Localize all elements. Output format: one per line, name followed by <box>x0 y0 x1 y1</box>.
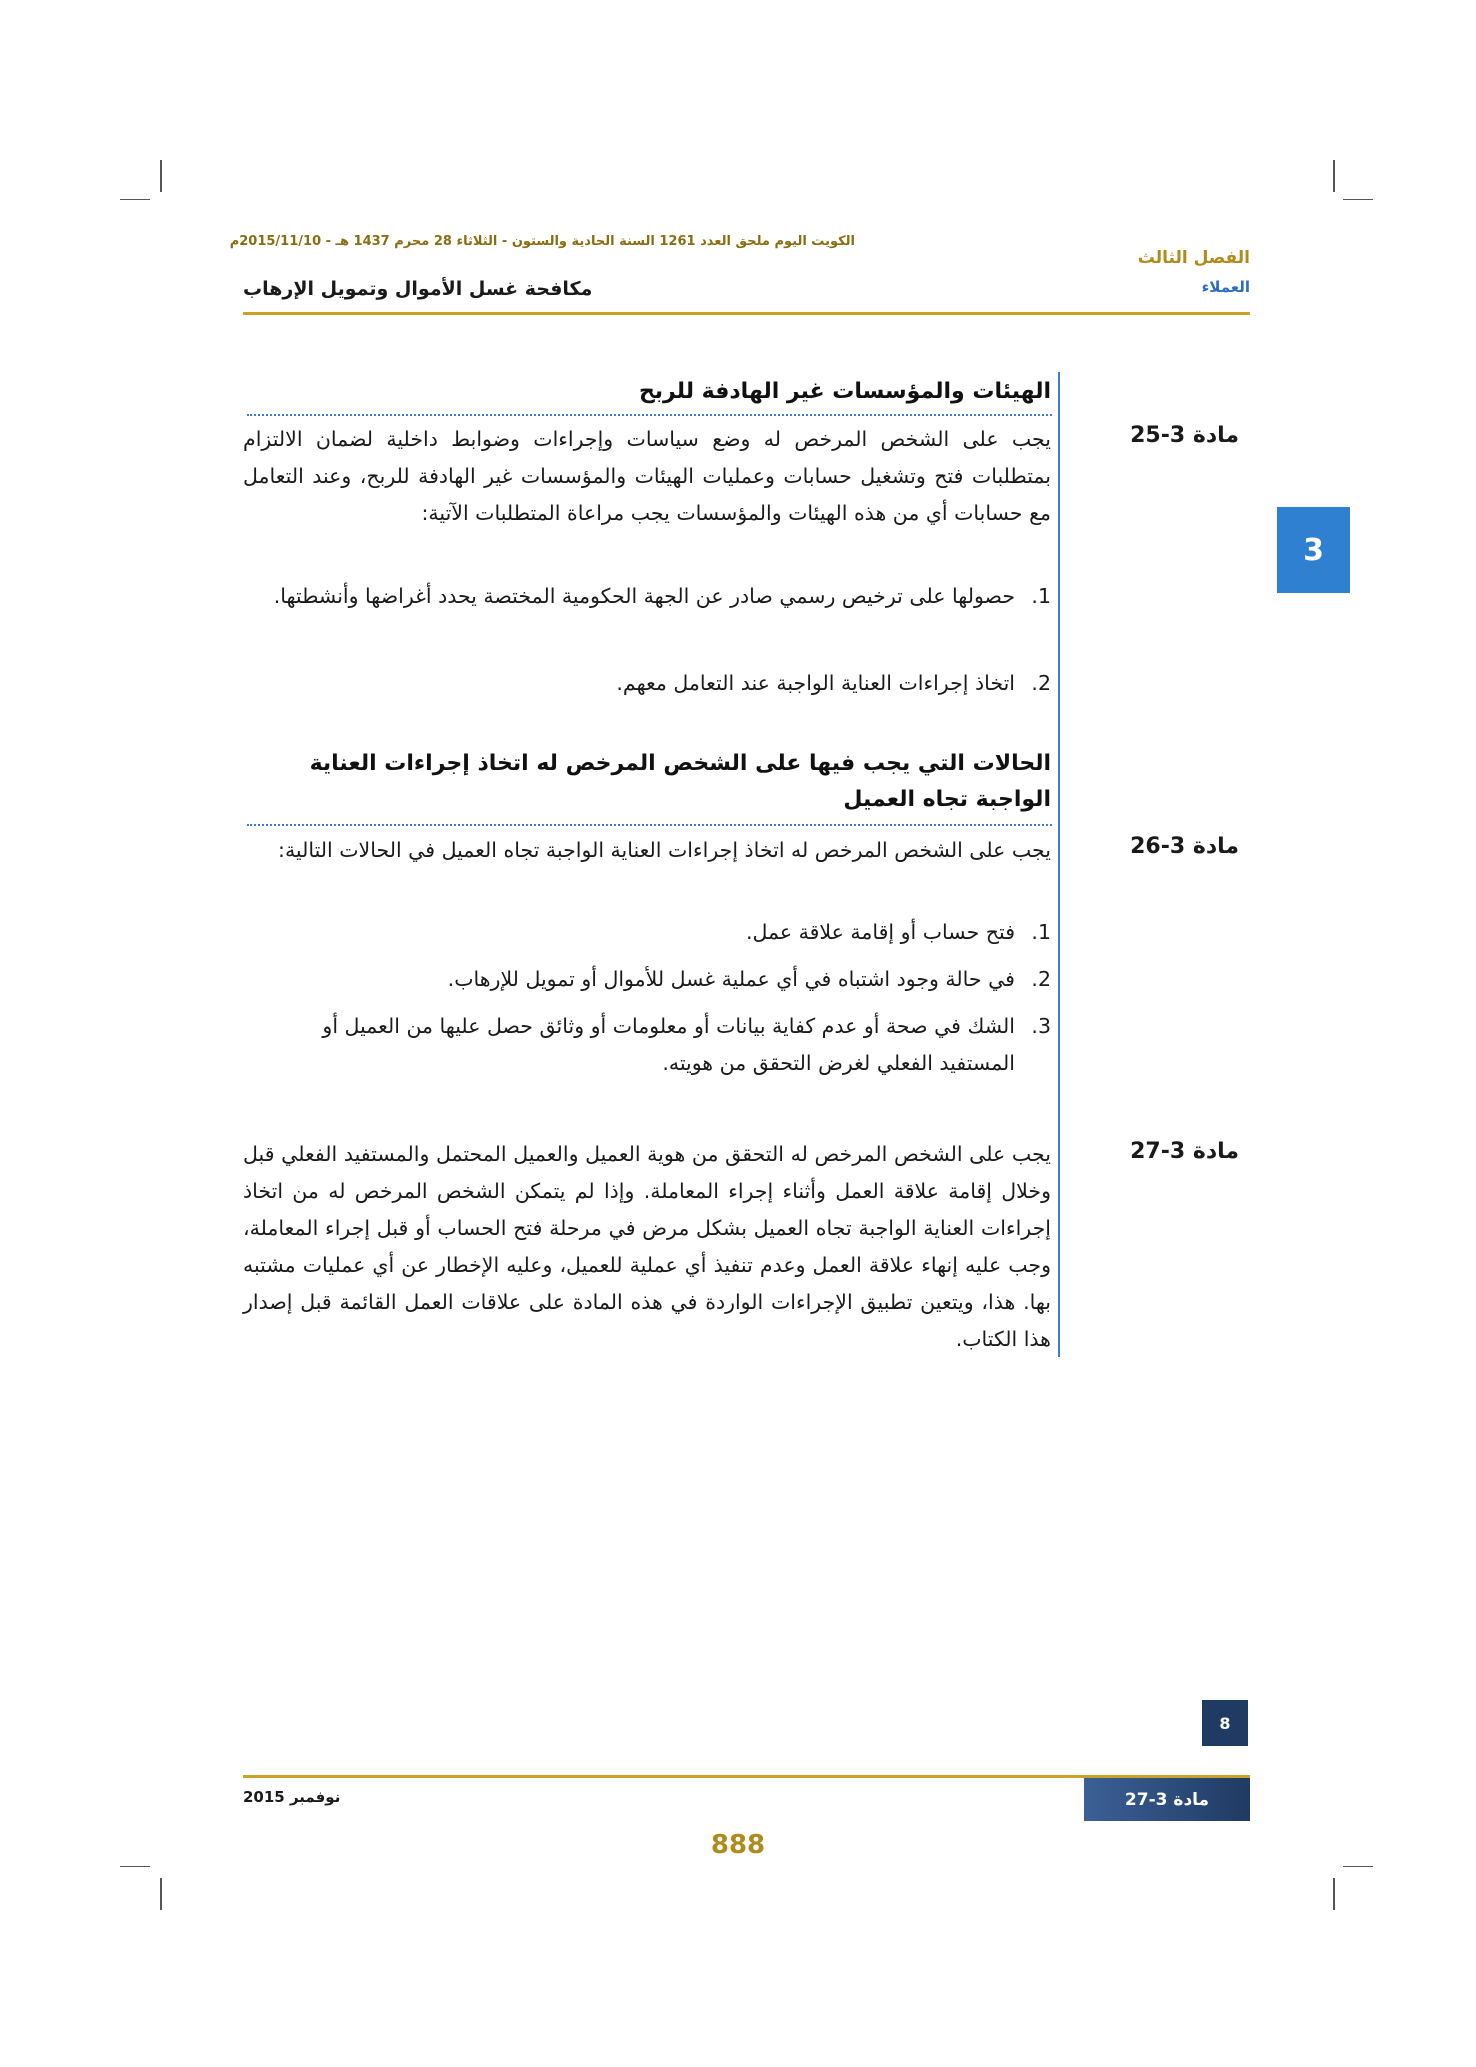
dotted-divider <box>247 824 1052 826</box>
crop-mark <box>1343 199 1373 200</box>
footer-date: نوفمبر 2015 <box>243 1788 341 1806</box>
list-number: 2. <box>1031 671 1051 695</box>
header-divider <box>243 312 1250 315</box>
list-item <box>243 961 1051 998</box>
list-text: الشك في صحة أو عدم كفاية بيانات أو معلومات أو وثائق حصل عليها من العميل أو المستفيد الفعلي لغرض التحقق من هويته. <box>322 1014 1015 1075</box>
list-text: فتح حساب أو إقامة علاقة عمل. <box>746 920 1015 944</box>
gazette-line: الكويت اليوم ملحق العدد 1261 السنة الحادية والستون - الثلاثاء 28 محرم 1437 هـ - 2015/11/10م <box>229 234 855 249</box>
list-number: 2. <box>1031 967 1051 991</box>
page-number: 888 <box>710 1830 766 1860</box>
list-item <box>243 1008 1051 1082</box>
article-text: يجب على الشخص المرخص له التحقق من هوية العميل والعميل المحتمل والمستفيد الفعلي قبل وخلال إقامة علاقة العمل وأثناء إجراء المعاملة. وإذا لم يتمكن الشخص المرخص له من اتخاذ إجراءات العناية الواجبة تجاه العميل بشكل مرض في مرحلة فتح الحساب أو قبل إجراء المعاملة، وجب عليه إنهاء علاقة العمل وعدم تنفيذ أي عملية للعميل، وعليه الإخطار عن أي عمليات مشتبه بها. هذا، ويتعين تطبيق الإجراءات الواردة في هذه المادة على علاقات العمل القائمة قبل إصدار هذا الكتاب. <box>243 1142 1051 1351</box>
crop-mark <box>120 199 150 200</box>
crop-mark <box>1343 1866 1373 1867</box>
heading-nonprofit: الهيئات والمؤسسات غير الهادفة للربح <box>638 379 1051 404</box>
column-divider <box>1058 372 1060 1357</box>
crop-mark <box>1333 160 1335 192</box>
article-label: مادة 3-26 <box>1130 834 1239 859</box>
crop-mark <box>120 1866 150 1867</box>
footer-article-ref: مادة 3-27 <box>1084 1778 1250 1821</box>
crop-mark <box>160 1878 162 1910</box>
article-label: مادة 3-27 <box>1130 1139 1239 1164</box>
chapter-side-tab: 3 <box>1277 507 1350 593</box>
list-item <box>243 665 1051 702</box>
list-text: في حالة وجود اشتباه في أي عملية غسل للأموال أو تمويل للإرهاب. <box>447 967 1015 991</box>
chapter-title: الفصل الثالث <box>1137 248 1250 268</box>
crop-mark <box>160 160 162 192</box>
page-box: 8 <box>1202 1700 1248 1746</box>
book-title: مكافحة غسل الأموال وتمويل الإرهاب <box>243 278 593 300</box>
article-label: مادة 3-25 <box>1130 423 1239 448</box>
article-text: يجب على الشخص المرخص له اتخاذ إجراءات العناية الواجبة تجاه العميل في الحالات التالية: <box>278 838 1051 862</box>
list-item <box>243 578 1051 615</box>
article-text: يجب على الشخص المرخص له وضع سياسات وإجراءات وضوابط داخلية لضمان الالتزام بمتطلبات فتح وتشغيل حسابات وعمليات الهيئات والمؤسسات غير الهادفة للربح، وعند التعامل مع حسابات أي من هذه الهيئات والمؤسسات يجب مراعاة المتطلبات الآتية: <box>243 427 1051 525</box>
list-number: 1. <box>1031 584 1051 608</box>
dotted-divider <box>247 414 1052 416</box>
heading-due-diligence-cases: الحالات التي يجب فيها على الشخص المرخص له اتخاذ إجراءات العناية الواجبة تجاه العميل <box>309 751 1051 812</box>
crop-mark <box>1333 1878 1335 1910</box>
section-title: العملاء <box>1201 278 1250 296</box>
list-text: اتخاذ إجراءات العناية الواجبة عند التعامل معهم. <box>616 671 1015 695</box>
list-text: حصولها على ترخيص رسمي صادر عن الجهة الحكومية المختصة يحدد أغراضها وأنشطتها. <box>273 584 1015 608</box>
list-number: 3. <box>1031 1014 1051 1038</box>
list-number: 1. <box>1031 920 1051 944</box>
list-item <box>243 914 1051 951</box>
